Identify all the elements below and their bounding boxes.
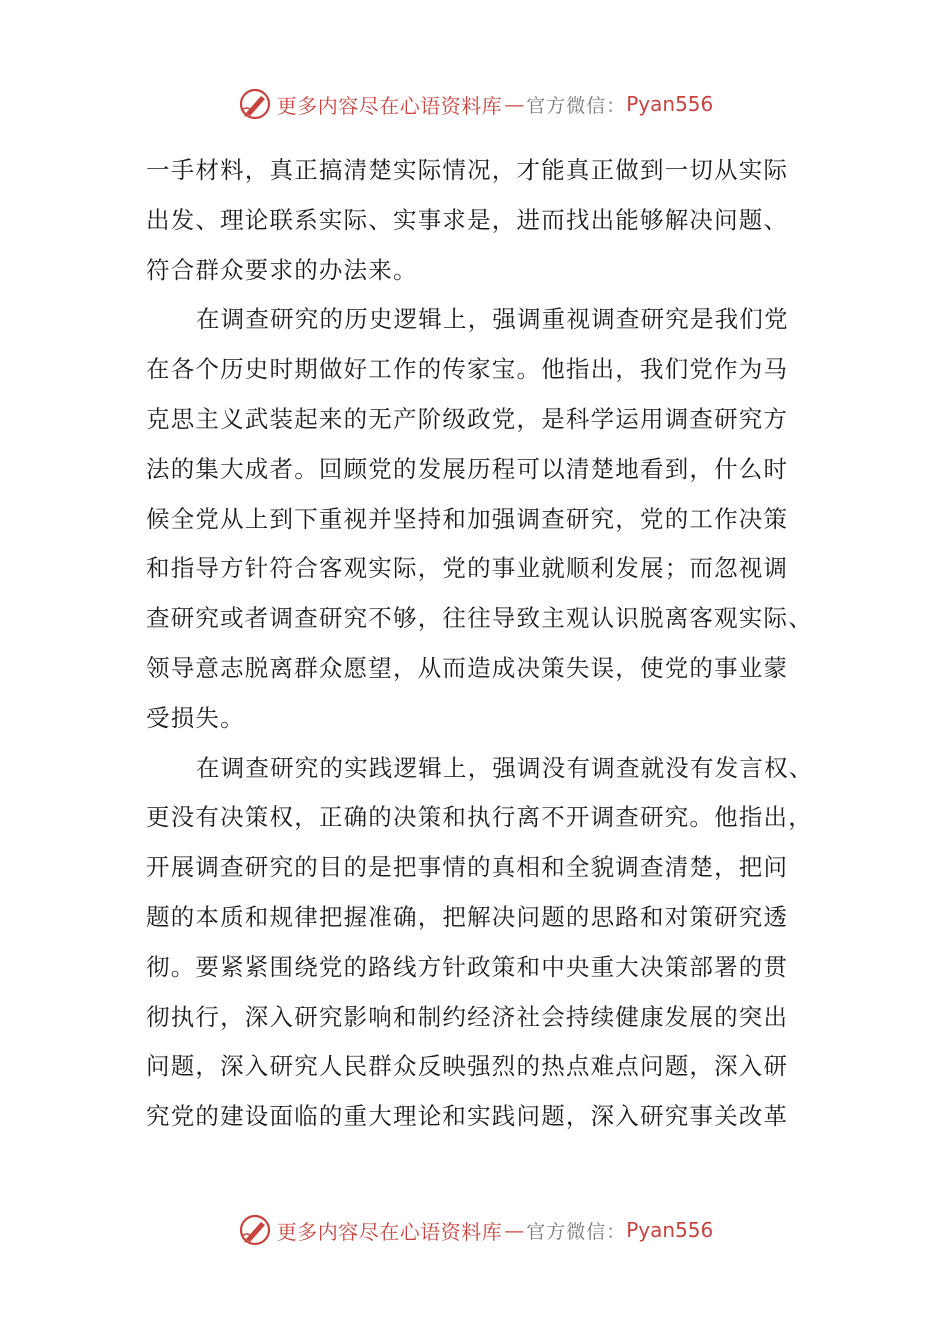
footer-site-text: 更多内容尽在心语资料库: [276, 1219, 503, 1244]
body-line: 题的本质和规律把握准确，把解决问题的思路和对策研究透: [146, 902, 789, 931]
body-line: 在各个历史时期做好工作的传家宝。他指出，我们党作为马: [146, 355, 789, 384]
pen-logo-icon: [237, 86, 273, 122]
body-line: 开展调查研究的目的是把事情的真相和全貌调查清楚，把问: [146, 853, 789, 882]
footer-wechat-label: 官方微信：: [526, 1220, 627, 1243]
body-line: 和指导方针符合客观实际，党的事业就顺利发展；而忽视调: [146, 554, 789, 583]
header-wechat-label: 官方微信：: [526, 94, 627, 117]
body-line: 一手材料，真正搞清楚实际情况，才能真正做到一切从实际: [146, 156, 789, 184]
paragraph-start-line: 在调查研究的实践逻辑上，强调没有调查就没有发言权、: [196, 753, 814, 782]
footer-wechat-id: Pyan556: [626, 1218, 714, 1242]
body-line: 法的集大成者。回顾党的发展历程可以清楚地看到，什么时: [146, 454, 789, 483]
paragraph-start-line: 在调查研究的历史逻辑上，强调重视调查研究是我们党: [196, 305, 789, 334]
body-line: 问题，深入研究人民群众反映强烈的热点难点问题，深入研: [146, 1052, 789, 1081]
body-line: 查研究或者调查研究不够，往往导致主观认识脱离客观实际、: [146, 604, 813, 633]
body-line: 符合群众要求的办法来。: [146, 255, 418, 284]
header-dash: —: [504, 92, 525, 116]
pen-logo-icon: [237, 1212, 273, 1248]
body-line: 究党的建设面临的重大理论和实践问题，深入研究事关改革: [146, 1102, 789, 1131]
body-line: 领导意志脱离群众愿望，从而造成决策失误，使党的事业蒙: [146, 653, 789, 682]
header-wechat-id: Pyan556: [626, 92, 714, 116]
footer-banner: [0, 1210, 950, 1250]
body-line: 受损失。: [146, 703, 245, 732]
document-body: [146, 146, 814, 1142]
footer-dash: —: [504, 1218, 525, 1242]
header-site-text: 更多内容尽在心语资料库: [276, 93, 503, 118]
body-line: 更没有决策权，正确的决策和执行离不开调查研究。他指出，: [146, 803, 813, 832]
body-line: 彻执行，深入研究影响和制约经济社会持续健康发展的突出: [146, 1002, 789, 1031]
body-line: 候全党从上到下重视并坚持和加强调查研究，党的工作决策: [146, 504, 789, 533]
body-line: 彻。要紧紧围绕党的路线方针政策和中央重大决策部署的贯: [146, 952, 789, 981]
header-banner: [0, 84, 950, 124]
body-line: 克思主义武装起来的无产阶级政党，是科学运用调查研究方: [146, 404, 789, 433]
body-line: 出发、理论联系实际、实事求是，进而找出能够解决问题、: [146, 205, 789, 234]
